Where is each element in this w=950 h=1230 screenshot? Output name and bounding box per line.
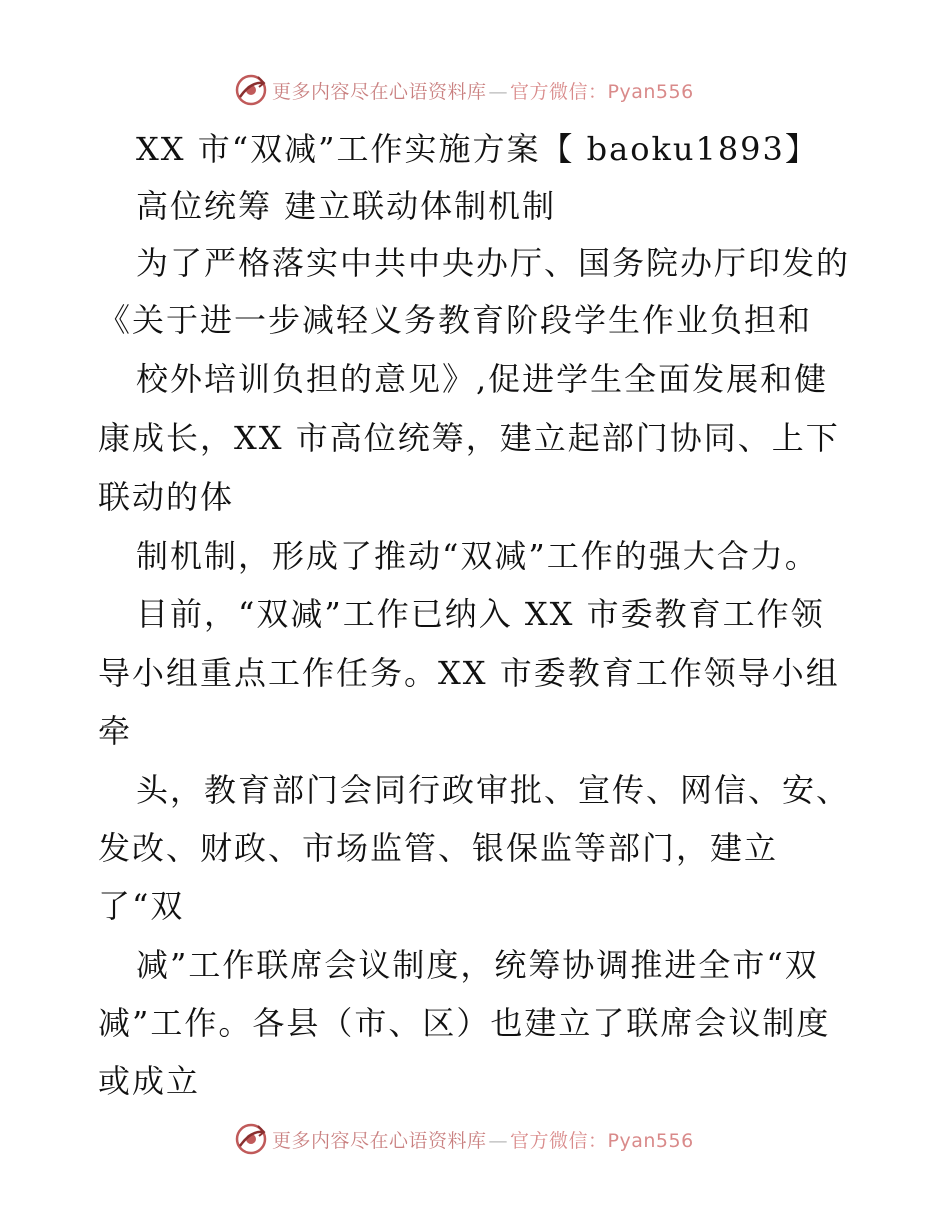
banner-lead-text: 更多内容尽在心语资料库	[272, 1129, 487, 1152]
text-line: 了“双	[98, 887, 185, 925]
document-title: XX 市“双减”工作实施方案【 baoku1893】	[136, 130, 819, 168]
text-line: 目前，“双减”工作已纳入 XX 市委教育工作领	[136, 595, 825, 633]
banner-contact-text: 官方微信：Pyan556	[510, 1129, 694, 1152]
text-line: 《关于进一步减轻义务教育阶段学生作业负担和	[98, 301, 813, 339]
text-line: 为了严格落实中共中央办厅、国务院办厅印发的	[136, 244, 851, 282]
section-heading: 高位统筹 建立联动体制机制	[136, 187, 557, 225]
banner-separator: —	[488, 80, 509, 103]
text-line: 发改、财政、市场监管、银保监等部门，建立	[98, 829, 779, 867]
text-line: 导小组重点工作任务。XX 市委教育工作领导小组	[98, 654, 840, 692]
footer-watermark-banner	[234, 1121, 714, 1157]
text-line: 头，教育部门会同行政审批、宣传、网信、安、	[136, 771, 851, 809]
text-line: 制机制，形成了推动“双减”工作的强大合力。	[136, 537, 819, 575]
text-line: 牵	[98, 712, 133, 750]
text-line: 或成立	[98, 1062, 201, 1100]
text-line: 校外培训负担的意见》,促进学生全面发展和健	[136, 360, 829, 398]
brand-logo-icon	[234, 1122, 268, 1156]
text-line: 联动的体	[98, 478, 235, 516]
text-line: 减”工作联席会议制度，统筹协调推进全市“双	[136, 946, 819, 984]
banner-separator: —	[488, 1129, 509, 1152]
text-line: 康成长，XX 市高位统筹，建立起部门协同、上下	[98, 419, 840, 457]
text-line: 减”工作。各县（市、区）也建立了联席会议制度	[98, 1004, 831, 1042]
banner-lead-text: 更多内容尽在心语资料库	[272, 80, 487, 103]
banner-contact-text: 官方微信：Pyan556	[510, 80, 694, 103]
